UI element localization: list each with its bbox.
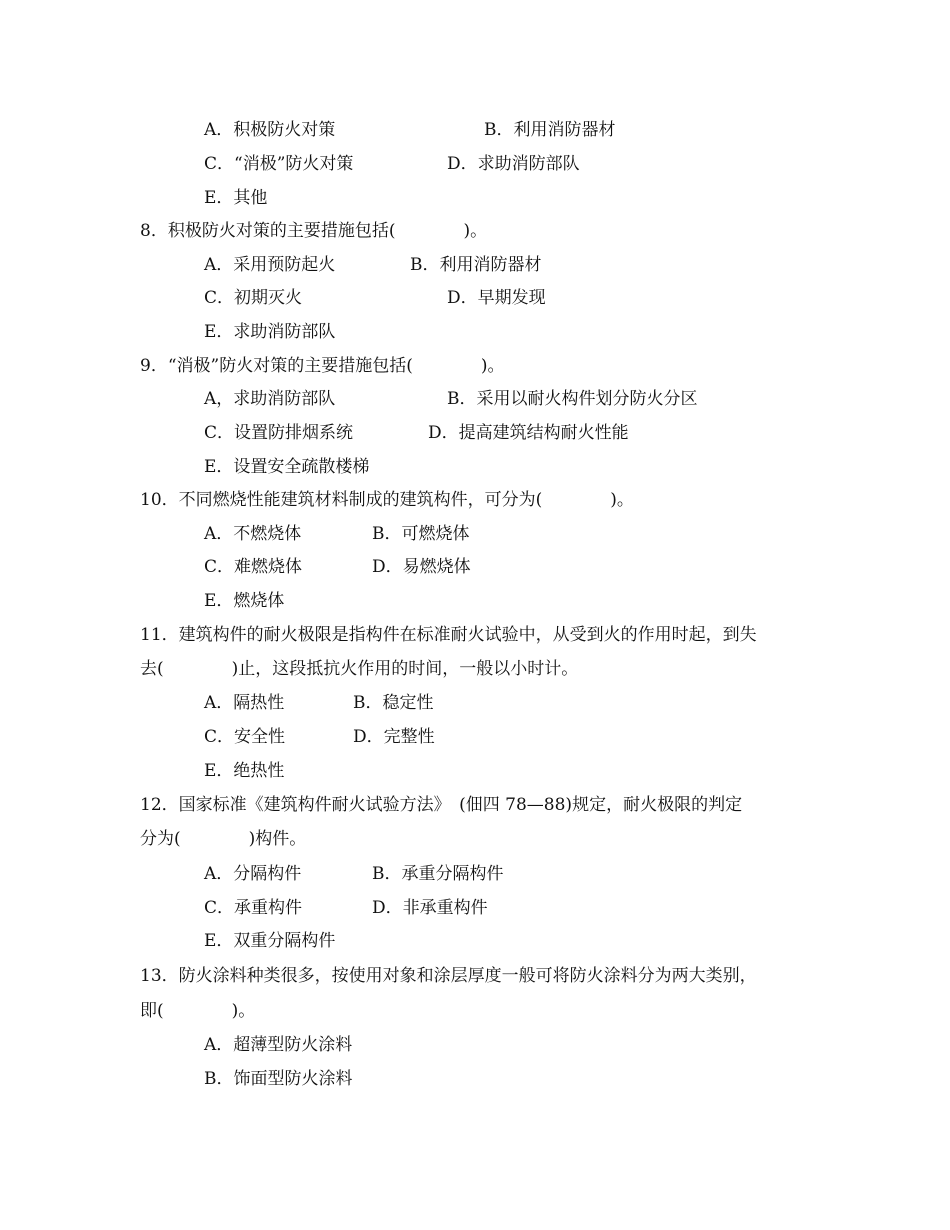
option-10-e: E．燃烧体 <box>204 591 285 611</box>
option-12-c: C．承重构件 <box>204 898 303 918</box>
option-10-a: A．不燃烧体 <box>204 524 302 544</box>
option-12-a: A．分隔构件 <box>204 864 302 884</box>
option-10-c: C．难燃烧体 <box>204 557 303 577</box>
option-8-b: B．利用消防器材 <box>410 255 542 275</box>
question-10: 10．不同燃烧性能建筑材料制成的建筑构件，可分为( )。 <box>140 490 634 510</box>
option-8-a: A．采用预防起火 <box>204 255 336 275</box>
question-13-line-2: 即( )。 <box>140 1001 256 1021</box>
option-11-b: B．稳定性 <box>353 693 434 713</box>
option-9-d: D．提高建筑结构耐火性能 <box>428 423 629 443</box>
question-8: 8．积极防火对策的主要措施包括( )。 <box>140 221 488 241</box>
option-9-b: B．采用以耐火构件划分防火分区 <box>447 389 698 409</box>
option-7-c: C．“消极”防火对策 <box>204 154 354 174</box>
option-9-e: E．设置安全疏散楼梯 <box>204 457 370 477</box>
question-11-line-2: 去( )止，这段抵抗火作用的时间，一般以小时计。 <box>140 659 579 679</box>
question-12-line-2: 分为( )构件。 <box>140 829 307 849</box>
option-12-e: E．双重分隔构件 <box>204 931 336 951</box>
option-9-c: C．设置防排烟系统 <box>204 423 354 443</box>
option-7-e: E．其他 <box>204 188 268 208</box>
option-8-d: D．早期发现 <box>447 288 546 308</box>
option-11-a: A．隔热性 <box>204 693 285 713</box>
option-11-c: C．安全性 <box>204 727 286 747</box>
option-7-b: B．利用消防器材 <box>484 120 616 140</box>
option-11-d: D．完整性 <box>353 727 435 747</box>
question-12-line-1: 12．国家标准《建筑构件耐火试验方法》 (佃四 78—88)规定，耐火极限的判定 <box>140 795 743 815</box>
option-12-b: B．承重分隔构件 <box>372 864 504 884</box>
option-13-b: B．饰面型防火涂料 <box>204 1069 353 1089</box>
option-10-d: D．易燃烧体 <box>372 557 471 577</box>
option-9-a: A，求助消防部队 <box>204 389 336 409</box>
option-7-d: D．求助消防部队 <box>447 154 580 174</box>
option-12-d: D．非承重构件 <box>372 898 488 918</box>
option-11-e: E．绝热性 <box>204 761 285 781</box>
question-11-line-1: 11．建筑构件的耐火极限是指构件在标准耐火试验中，从受到火的作用时起，到失 <box>140 625 757 645</box>
option-8-c: C．初期灭火 <box>204 288 303 308</box>
option-8-e: E．求助消防部队 <box>204 322 336 342</box>
question-13-line-1: 13．防火涂料种类很多，按使用对象和涂层厚度一般可将防火涂料分为两大类别， <box>140 966 757 986</box>
option-7-a: A．积极防火对策 <box>204 120 336 140</box>
option-10-b: B．可燃烧体 <box>372 524 470 544</box>
question-9: 9．“消极”防火对策的主要措施包括( )。 <box>140 356 505 376</box>
option-13-a: A．超薄型防火涂料 <box>204 1035 353 1055</box>
